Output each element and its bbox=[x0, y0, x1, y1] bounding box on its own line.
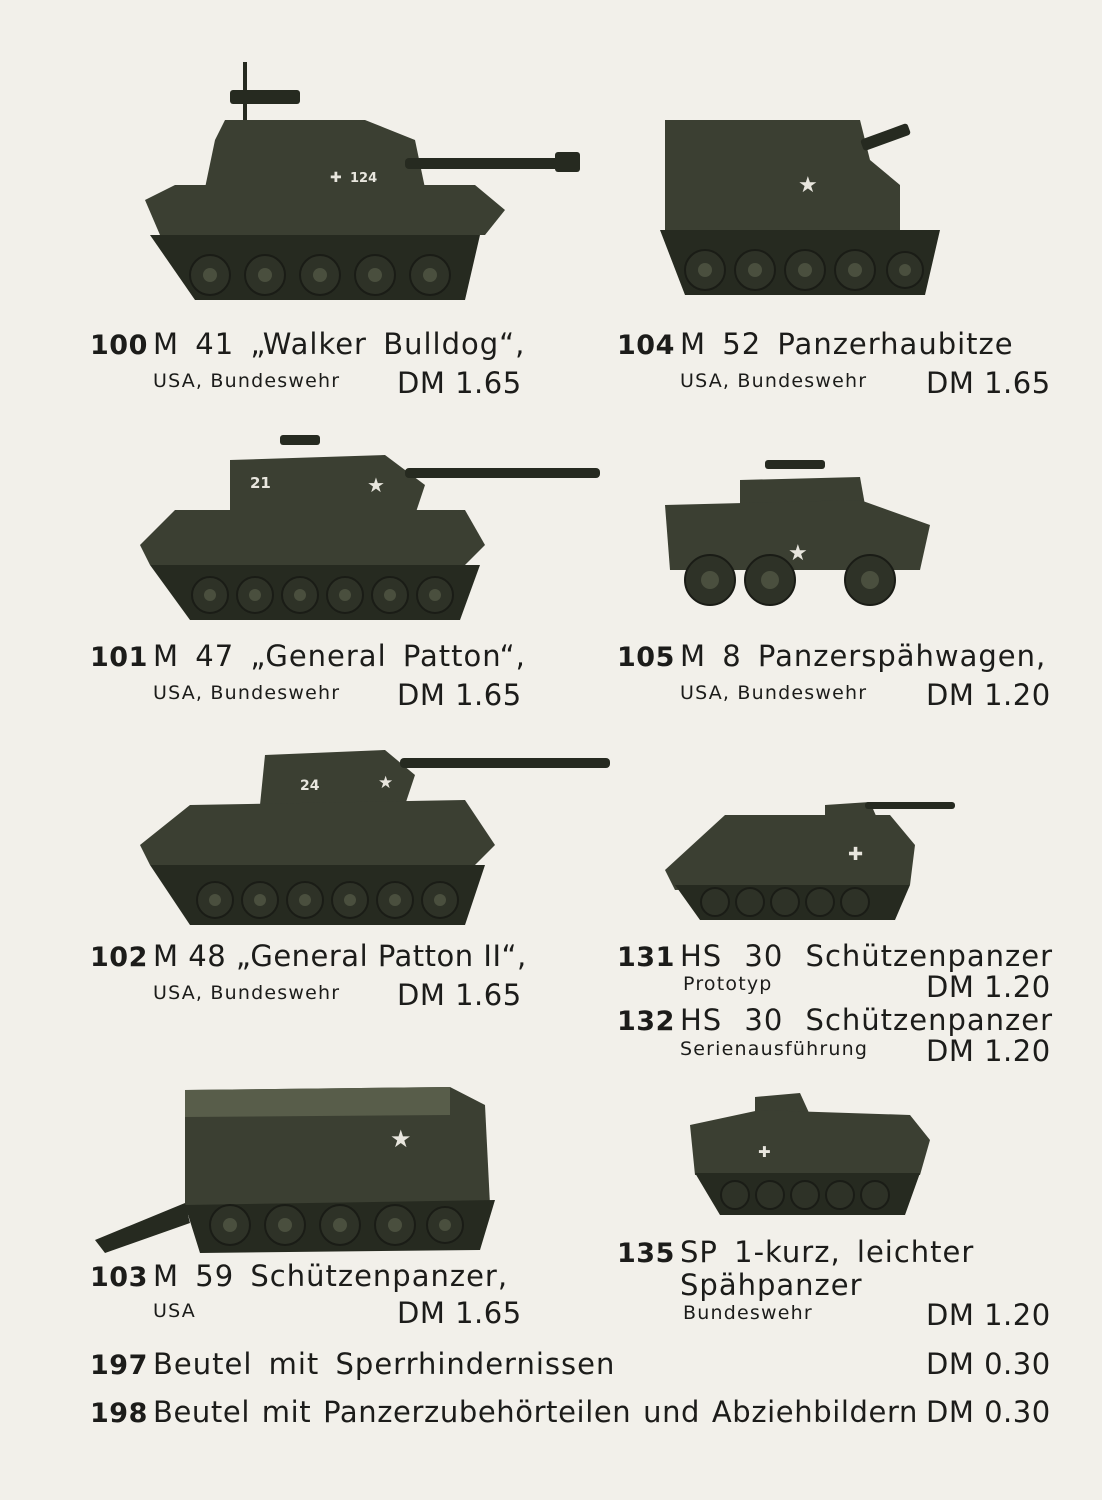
item-price: DM 1.65 bbox=[397, 978, 522, 1012]
item-price: DM 1.20 bbox=[926, 678, 1051, 712]
item-price: DM 1.20 bbox=[926, 970, 1051, 1004]
item-price: DM 1.65 bbox=[397, 1296, 522, 1330]
item-name: M 52 Panzerhaubitze bbox=[680, 327, 1014, 361]
item-price: DM 1.65 bbox=[397, 678, 522, 712]
svg-text:★: ★ bbox=[378, 773, 394, 793]
item-price: DM 0.30 bbox=[926, 1395, 1051, 1429]
item-number: 103 bbox=[90, 1262, 148, 1293]
item-price: DM 1.65 bbox=[397, 366, 522, 400]
item-name: M 48 „General Patton II“, bbox=[153, 939, 527, 973]
svg-text:★: ★ bbox=[390, 1125, 412, 1153]
m48-general-patton-ii-model bbox=[135, 740, 615, 935]
item-number: 105 bbox=[617, 642, 675, 673]
item-name: Beutel mit Sperrhindernissen bbox=[153, 1347, 616, 1381]
item-number: 135 bbox=[617, 1238, 675, 1269]
item-origin: USA, Bundeswehr bbox=[153, 370, 341, 392]
item-origin: Serienausführung bbox=[680, 1038, 869, 1060]
item-origin: USA, Bundeswehr bbox=[680, 370, 868, 392]
svg-text:★: ★ bbox=[367, 473, 385, 497]
item-name: M 47 „General Patton“, bbox=[153, 639, 526, 673]
hs30-schuetzenpanzer-model bbox=[660, 790, 960, 930]
item-number: 197 bbox=[90, 1350, 148, 1381]
item-name: SP 1-kurz, leichter bbox=[680, 1235, 975, 1269]
item-name: Beutel mit Panzerzubehörteilen und Abziehbildern bbox=[153, 1395, 918, 1429]
item-name: M 41 „Walker Bulldog“, bbox=[153, 327, 526, 361]
item-name: M 8 Panzerspähwagen, bbox=[680, 639, 1047, 673]
item-name: HS 30 Schützenpanzer bbox=[680, 939, 1054, 973]
item-origin: Bundeswehr bbox=[683, 1302, 813, 1324]
item-origin: USA, Bundeswehr bbox=[680, 682, 868, 704]
item-origin: USA, Bundeswehr bbox=[153, 982, 341, 1004]
turret-number-124: 124 bbox=[350, 171, 378, 186]
item-price: DM 1.20 bbox=[926, 1034, 1051, 1068]
turret-number-21: 21 bbox=[250, 474, 271, 492]
item-price: DM 0.30 bbox=[926, 1347, 1051, 1381]
svg-text:✚: ✚ bbox=[848, 844, 864, 865]
item-origin: USA, Bundeswehr bbox=[153, 682, 341, 704]
item-number: 102 bbox=[90, 942, 148, 973]
m47-general-patton-model bbox=[135, 430, 605, 630]
m52-panzerhaubitze-model bbox=[650, 110, 950, 310]
svg-text:✚: ✚ bbox=[330, 170, 342, 186]
item-name-line2: Spähpanzer bbox=[680, 1268, 863, 1302]
sp1-kurz-spaehpanzer-model bbox=[680, 1085, 940, 1225]
item-price: DM 1.20 bbox=[926, 1298, 1051, 1332]
item-price: DM 1.65 bbox=[926, 366, 1051, 400]
svg-text:★: ★ bbox=[798, 173, 818, 198]
item-number: 131 bbox=[617, 942, 675, 973]
item-number: 132 bbox=[617, 1006, 675, 1037]
m8-panzerspaehwagen-model bbox=[660, 455, 940, 615]
svg-text:✚: ✚ bbox=[758, 1143, 771, 1161]
item-number: 100 bbox=[90, 330, 148, 361]
item-number: 198 bbox=[90, 1398, 148, 1429]
item-name: M 59 Schützenpanzer, bbox=[153, 1259, 509, 1293]
m59-schuetzenpanzer-model bbox=[90, 1075, 520, 1255]
item-number: 104 bbox=[617, 330, 675, 361]
item-origin: Prototyp bbox=[683, 973, 773, 995]
item-origin: USA bbox=[153, 1300, 196, 1322]
item-number: 101 bbox=[90, 642, 148, 673]
m41-walker-bulldog-model bbox=[135, 60, 595, 315]
item-name: HS 30 Schützenpanzer bbox=[680, 1003, 1054, 1037]
turret-number-24: 24 bbox=[300, 778, 320, 794]
svg-text:★: ★ bbox=[788, 541, 808, 566]
